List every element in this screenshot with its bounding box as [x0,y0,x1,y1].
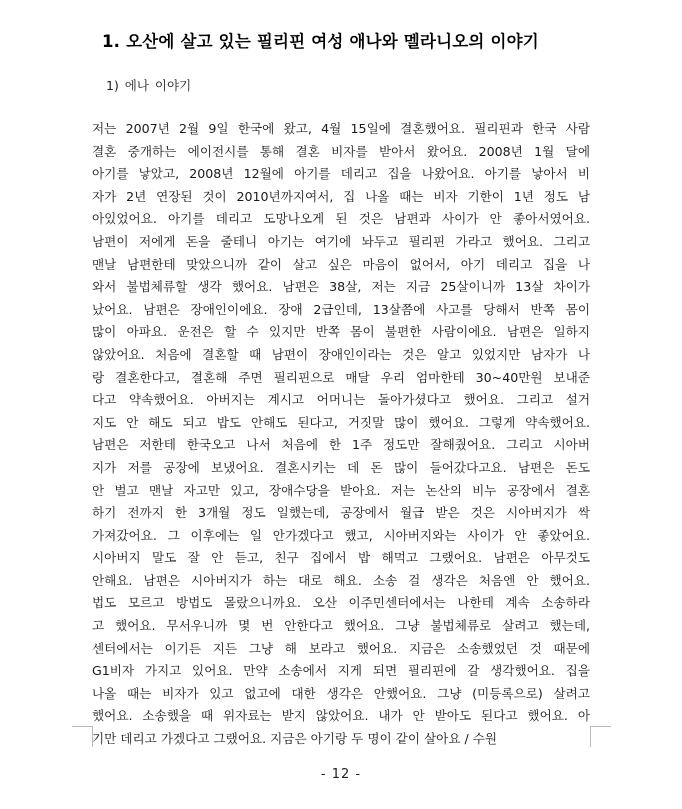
paragraph-line: 시아버지 말도 잘 안 듣고, 친구 집에서 밥 해먹고 그랬어요. 남편은 아무것도 [92,550,590,566]
body-paragraph [92,118,590,751]
paragraph-line: 고 했어요. 무서우니까 몇 번 안한다고 했어요. 그냥 불법체류로 살려고 했는데, [92,618,590,634]
paragraph-line: 했어요. 소송했을 때 위자료는 받지 않았어요. 내가 안 받아도 된다고 했어요. 아 [92,708,590,724]
paragraph-line: 지가 저를 공장에 보냈어요. 결혼시키는 데 돈 많이 들어갔다고요. 남편은 돈도 [92,459,590,475]
paragraph-line: 센터에서는 이기든 지든 그냥 해 보라고 했어요. 지금은 소송했었던 것 때문에 [92,640,590,656]
paragraph-line: 자가 2년 연장된 것이 2010년까지여서, 집 나올 때는 비자 기한이 1년 정도 남 [92,188,590,204]
paragraph-line: 랑 결혼한다고, 결혼해 주면 필리핀으로 매달 우리 엄마한테 30~40만원 보내준 [92,369,590,385]
paragraph-line: 안 벌고 맨날 자고만 있고, 장애수당을 받아요. 저는 논산의 비누 공장에서 결혼 [92,482,590,498]
paragraph-line: G1비자 가지고 있어요. 만약 소송에서 지게 되면 필리핀에 갈 생각했어요. 집을 [92,663,590,679]
margin-corner-mark-left [72,726,93,747]
paragraph-line: 하기 전까지 한 3개월 정도 일했는데, 공장에서 월급 받은 것은 시아버지가 싹 [92,505,590,521]
paragraph-line: 다고 약속했어요. 아버지는 계시고 어머니는 돌아가셨다고 했어요. 그리고 설거 [92,392,590,408]
paragraph-line: 가져갔어요. 그 이후에는 일 안가겠다고 했고, 시아버지와는 사이가 안 좋았어요. [92,527,590,543]
page-number: - 12 - [320,767,362,782]
paragraph-line: 많이 아파요. 운전은 할 수 있지만 반쪽 몸이 불편한 사람이에요. 남편은 일하지 [92,324,590,340]
paragraph-line: 안해요. 남편은 시아버지가 하는 대로 해요. 소송 걸 생각은 처음엔 안 했어요. [92,572,590,588]
paragraph-line: 법도 모르고 방법도 몰랐으니까요. 오산 이주민센터에서는 나한테 계속 소송하라 [92,595,590,611]
paragraph-line: 아기를 낳았고, 2008년 12월에 아기를 데리고 집을 나왔어요. 아기를 낳아서 비 [92,166,590,182]
paragraph-line: 아있었어요. 아기를 데리고 도망나오게 된 것은 남편과 사이가 안 좋아서였어요. [92,211,590,227]
paragraph-line: 남편이 저에게 돈을 줄테니 아기는 여기에 놔두고 필리핀 가라고 했어요. 그리고 [92,233,590,249]
margin-corner-mark-right [590,726,611,747]
paragraph-line: 났어요. 남편은 장애인이에요. 장애 2급인데, 13살쯤에 사고를 당해서 반쪽 몸이 [92,301,590,317]
subsection-title: 1) 에나 이야기 [106,78,192,93]
paragraph-line: 와서 불법체류할 생각 했어요. 남편은 38살, 저는 지금 25살이니까 13살 차이가 [92,279,590,295]
section-title: 1. 오산에 살고 있는 필리핀 여성 애나와 멜라니오의 이야기 [102,32,539,51]
paragraph-line: 지도 안 해도 되고 밥도 안해도 된다고, 거짓말 많이 했어요. 그렇게 약속했어요. [92,414,590,430]
paragraph-line: 기만 데리고 가겠다고 그랬어요. 지금은 아기랑 두 명이 같이 살아요 / 수원 [92,731,498,747]
paragraph-line: 맨날 남편한테 맞았으니까 같이 살고 싶은 마음이 없어서, 아기 데리고 집을 나 [92,256,590,272]
paragraph-line: 저는 2007년 2월 9일 한국에 왔고, 4월 15일에 결혼했어요. 필리핀과 한국 사람 [92,121,590,136]
paragraph-line: 남편은 저한테 한국오고 나서 처음에 한 1주 정도만 잘해줬어요. 그리고 시아버 [92,437,590,453]
paragraph-line: 않았어요. 처음에 결혼할 때 남편이 장애인이라는 것은 알고 있었지만 남자가 나 [92,346,590,362]
paragraph-line: 나올 때는 비자가 있고 없고에 대한 생각은 안했어요. 그냥 (미등록으로) 살려고 [92,685,590,701]
paragraph-line: 결혼 중개하는 에이전시를 통해 결혼 비자를 받아서 왔어요. 2008년 1월 달에 [92,143,590,159]
